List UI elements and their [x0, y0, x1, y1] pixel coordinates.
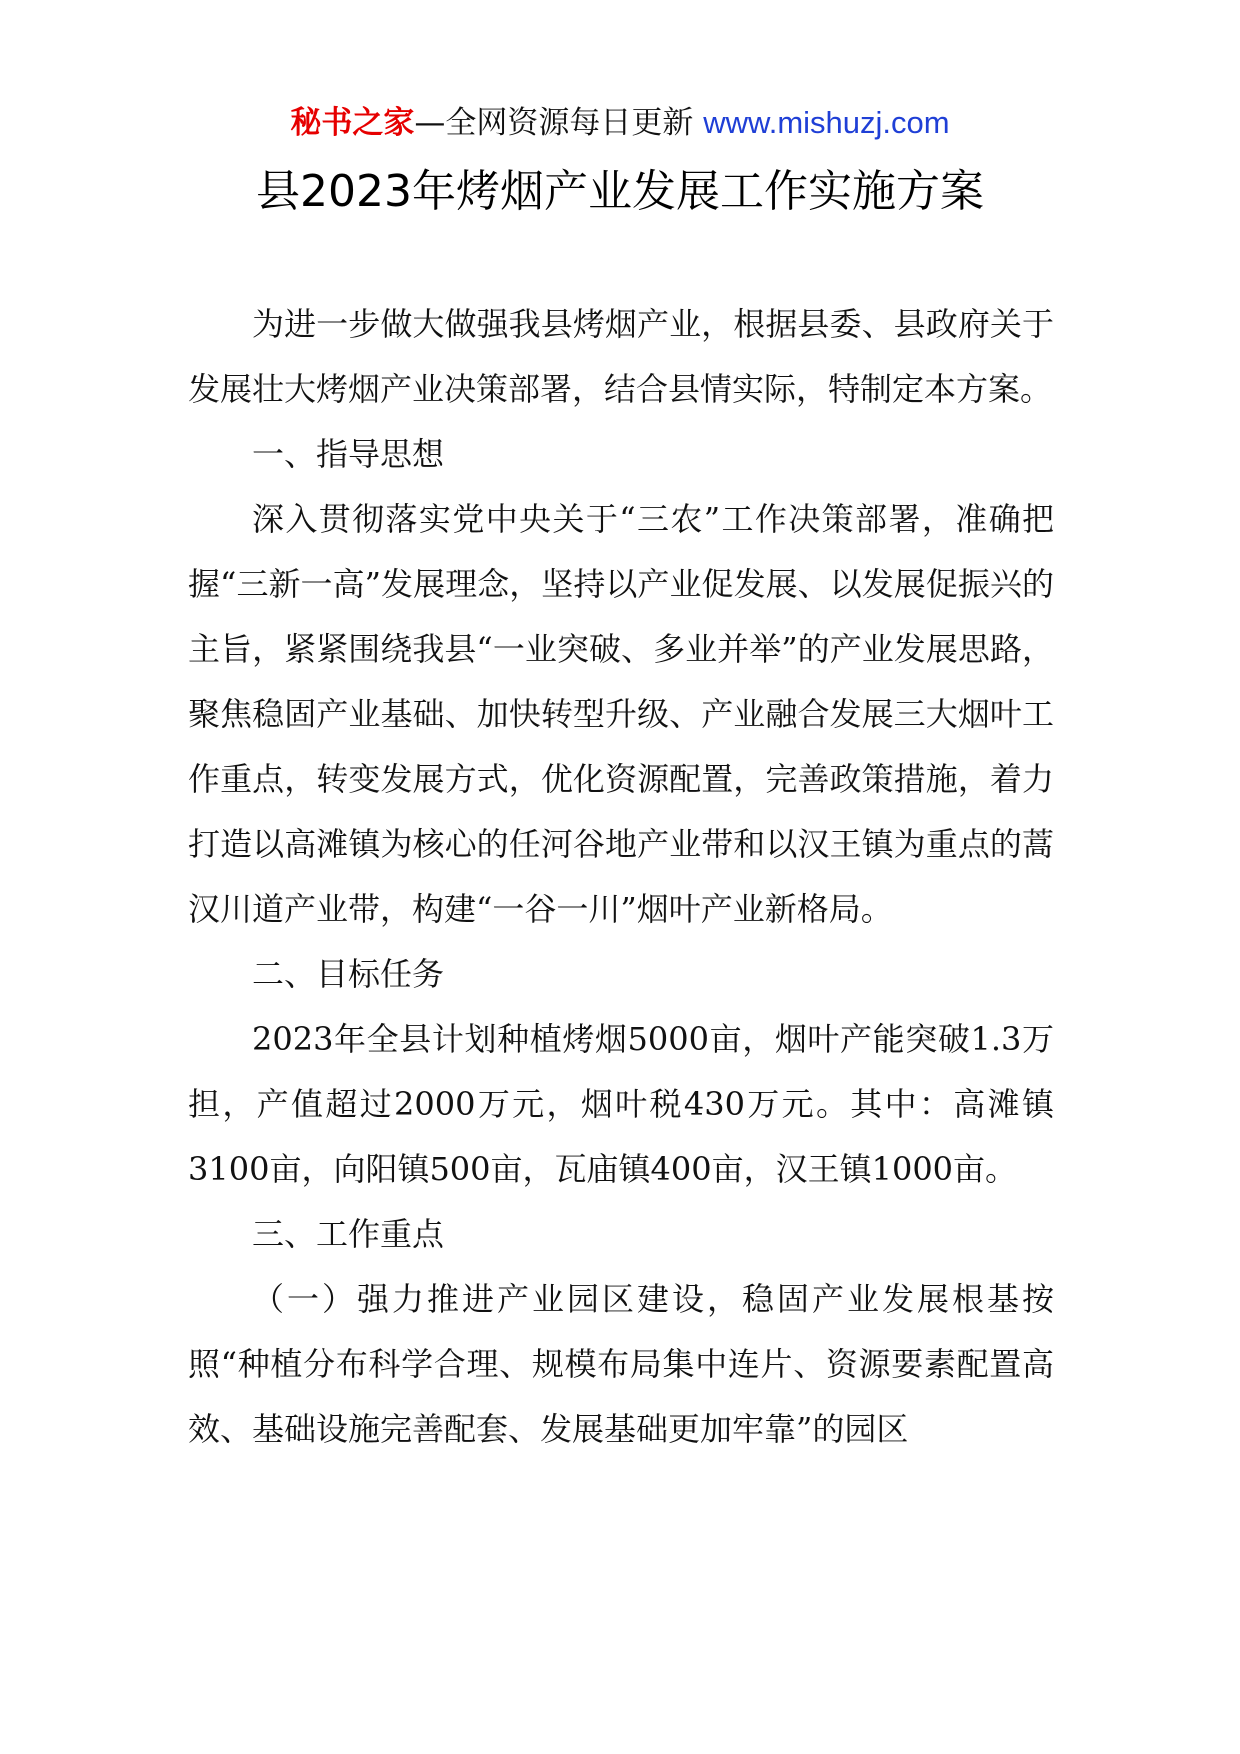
paragraph-targets: 2023年全县计划种植烤烟5000亩，烟叶产能突破1.3万担，产值超过2000万元，烟叶税430万元。其中：高滩镇3100亩，向阳镇500亩，瓦庙镇400亩，汉王镇1000亩。 [188, 1020, 1054, 1188]
document-title: 县2023年烤烟产业发展工作实施方案 [256, 166, 984, 217]
site-url-link[interactable]: www.mishuzj.com [703, 105, 950, 140]
site-tagline: —全网资源每日更新 [414, 105, 704, 141]
site-brand: 秘书之家 [290, 105, 415, 141]
paragraph-key-tasks-1: （一）强力推进产业园区建设，稳固产业发展根基按照“种植分布科学合理、规模布局集中连片、资源要素配置高效、基础设施完善配套、发展基础更加牢靠”的园区 [188, 1280, 1054, 1448]
section-heading-guiding-ideology: 一、指导思想 [252, 435, 445, 473]
document-body [188, 292, 1054, 1462]
paragraph-guiding-ideology: 深入贯彻落实党中央关于“三农”工作决策部署，准确把握“三新一高”发展理念，坚持以产业促发展、以发展促振兴的主旨，紧紧围绕我县“一业突破、多业并举”的产业发展思路，聚焦稳固产业基础、加快转型升级、产业融合发展三大烟叶工作重点，转变发展方式，优化资源配置，完善政策措施，着力打造以高滩镇为核心的任河谷地产业带和以汉王镇为重点的蒿汉川道产业带，构建“一谷一川”烟叶产业新格局。 [188, 500, 1054, 928]
section-heading-targets: 二、目标任务 [252, 955, 445, 993]
paragraph-intro: 为进一步做大做强我县烤烟产业，根据县委、县政府关于发展壮大烤烟产业决策部署，结合县情实际，特制定本方案。 [188, 305, 1054, 408]
section-heading-key-tasks: 三、工作重点 [252, 1215, 445, 1253]
site-header [0, 100, 1240, 146]
